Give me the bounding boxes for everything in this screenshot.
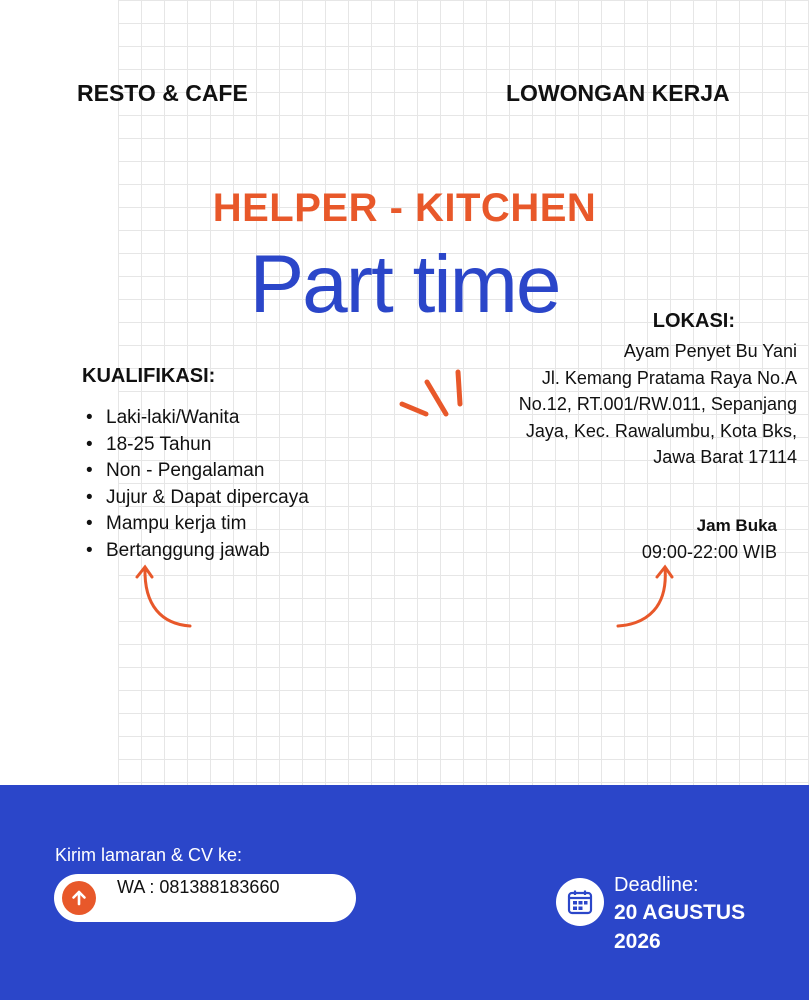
address-line: Ayam Penyet Bu Yani [623,341,797,361]
grid-fade [0,0,118,785]
address-line: Jaya, Kec. Rawalumbu, Kota Bks, [525,420,797,441]
deadline-label: Deadline: [614,874,699,896]
location-address [457,338,797,471]
qualifications-list [82,405,309,564]
apply-label: Kirim lamaran & CV ke: [55,845,243,865]
list-item: • Mampu kerja tim [82,511,309,538]
address-line: Jawa Barat 17114 [653,447,797,467]
contact-number: WA : 081388183660 [117,877,280,897]
curved-arrow-icon [132,560,198,634]
qualifications-heading: KUALIFIKASI: [82,365,216,387]
footer [0,785,809,1000]
address-line: No.12, RT.001/RW.011, Sepanjang [518,394,797,414]
list-item: • Jujur & Dapat dipercaya [82,485,309,512]
address-line: Jl. Kemang Pratama Raya No.A [541,367,797,388]
calendar-icon [556,878,604,926]
curved-arrow-icon [612,560,678,634]
list-item: • Laki-laki/Wanita [82,405,309,432]
header-title: LOWONGAN KERJA [506,80,730,106]
brand-name: RESTO & CAFE [77,80,248,106]
hours-value: 09:00-22:00 WIB [641,542,777,562]
list-item: • Non - Pengalaman [82,458,309,485]
location-block [457,310,797,471]
deadline-date [614,898,794,956]
location-heading: LOKASI: [652,310,735,332]
list-item: • Bertanggung jawab [82,538,309,565]
hours-heading: Jam Buka [696,516,777,535]
list-item: • 18-25 Tahun [82,432,309,459]
contact-pill[interactable] [54,874,356,922]
deadline-date-line: 20 AGUSTUS [614,901,746,924]
job-title: HELPER - KITCHEN [212,186,597,230]
burst-lines-icon [396,364,466,428]
deadline-date-line: 2026 [614,930,661,953]
job-type: Part time [249,239,560,330]
arrow-up-icon [62,881,96,915]
